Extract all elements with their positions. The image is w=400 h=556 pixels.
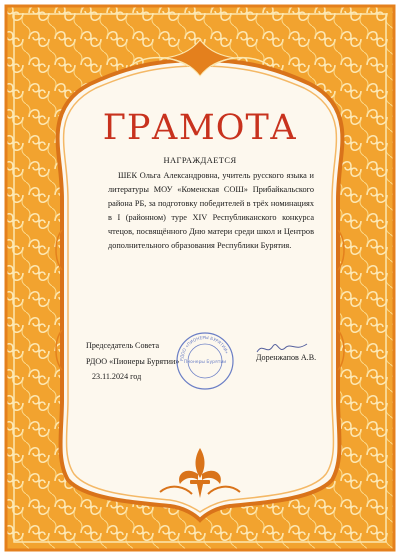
organization-line: РДОО «Пионеры Бурятии»	[86, 356, 180, 366]
issue-date: 23.11.2024 год	[92, 372, 142, 381]
signer-name: Доренжапов А.В.	[256, 353, 317, 362]
organization-stamp	[174, 330, 236, 392]
stamp-center-text: Пионеры Бурятии	[183, 360, 227, 365]
stamp-ring-text: РДОО «ПИОНЕРЫ БУРЯТИИ»	[178, 334, 230, 362]
chair-title-line: Председатель Совета	[86, 341, 160, 350]
chair-signature-block	[86, 338, 179, 369]
certificate-title: ГРАМОТА	[102, 108, 298, 148]
awarded-heading: НАГРАЖДАЕТСЯ	[163, 155, 237, 165]
award-text: ШЕК Ольга Александровна, учитель русского языка и литературы МОУ «Коменская СОШ» Прибайкальского района РБ, за подготовку победителей в трёх номинациях в I (районном) туре XIV Республиканского конкурса чтецов, посвящённого Дню матери среди школ и Центров дополнительного образования Республики Бурятия.	[108, 171, 314, 250]
